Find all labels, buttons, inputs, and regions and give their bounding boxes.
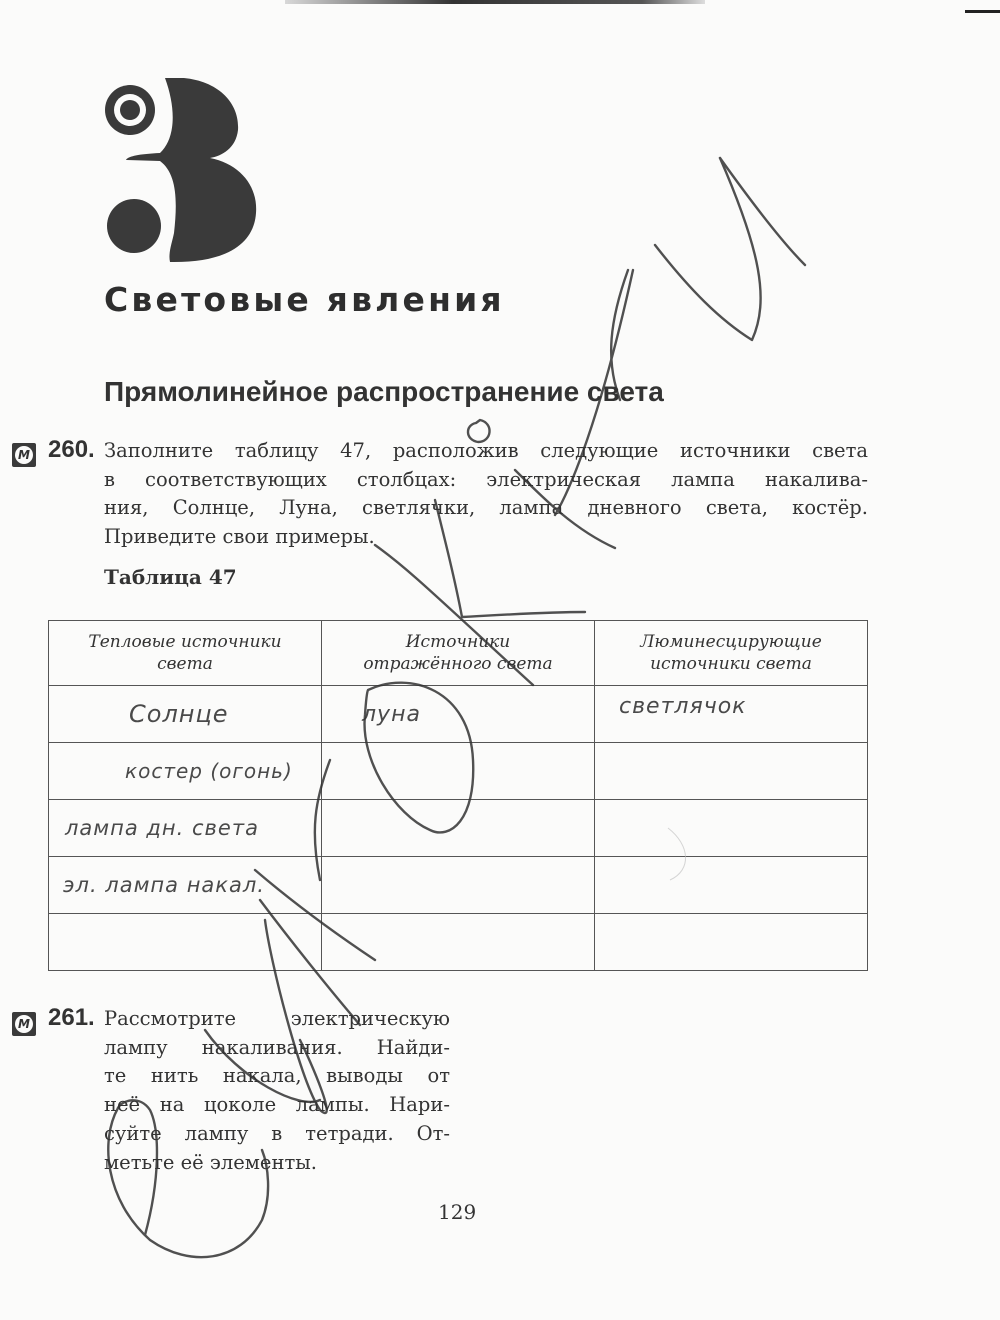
- table-cell[interactable]: светлячок: [595, 686, 868, 743]
- table-cell[interactable]: [322, 800, 595, 857]
- table-cell[interactable]: [322, 857, 595, 914]
- table-caption: Таблица 47: [104, 565, 237, 589]
- table-47: [48, 620, 868, 971]
- table-row: [49, 914, 868, 971]
- page-number: 129: [438, 1200, 477, 1224]
- task-261-text: Рассмотрите электрическую лампу накаливания. Найди- те нить накала, выводы от неё на цоколе лампы. Нари- суйте лампу в тетради. От- метьте её элементы.: [104, 1007, 450, 1174]
- table-cell[interactable]: [595, 857, 868, 914]
- method-badge-icon: М: [12, 443, 36, 467]
- table-cell[interactable]: эл. лампа накал.: [49, 857, 322, 914]
- table-cell[interactable]: костер (огонь): [49, 743, 322, 800]
- table-cell[interactable]: лампа дн. света: [49, 800, 322, 857]
- table-cell[interactable]: [595, 914, 868, 971]
- task-number: 261.: [48, 1004, 95, 1031]
- chapter-title: Световые явления: [104, 280, 505, 319]
- table-cell[interactable]: [49, 914, 322, 971]
- method-badge-icon: М: [12, 1012, 36, 1036]
- section-title: Прямолинейное распространение света: [104, 376, 664, 407]
- scan-edge-mark: [285, 0, 705, 4]
- column-header-reflected: Источники отражённого света: [322, 621, 595, 686]
- table-row: [49, 743, 868, 800]
- column-header-luminescent: Люминесцирующие источники света: [595, 621, 868, 686]
- column-header-thermal: Тепловые источники света: [49, 621, 322, 686]
- table-row: [49, 800, 868, 857]
- table-cell[interactable]: [595, 800, 868, 857]
- table-row: [49, 686, 868, 743]
- task-number: 260.: [48, 436, 95, 463]
- scan-edge-mark-right: [965, 10, 1000, 13]
- table-cell[interactable]: [322, 743, 595, 800]
- table-cell[interactable]: [595, 743, 868, 800]
- table-row: [49, 857, 868, 914]
- table-cell[interactable]: [322, 914, 595, 971]
- table-cell[interactable]: луна: [322, 686, 595, 743]
- task-260-text: Заполните таблицу 47, расположив следующие источники света в соответствующих столбцах: электрическая лампа накалива- ния, Солнце, Луна, светлячки, лампа дневного света, костёр. Приведите свои примеры.: [104, 439, 868, 549]
- chapter-number-graphic: [100, 78, 260, 263]
- table-cell[interactable]: Солнце: [49, 686, 322, 743]
